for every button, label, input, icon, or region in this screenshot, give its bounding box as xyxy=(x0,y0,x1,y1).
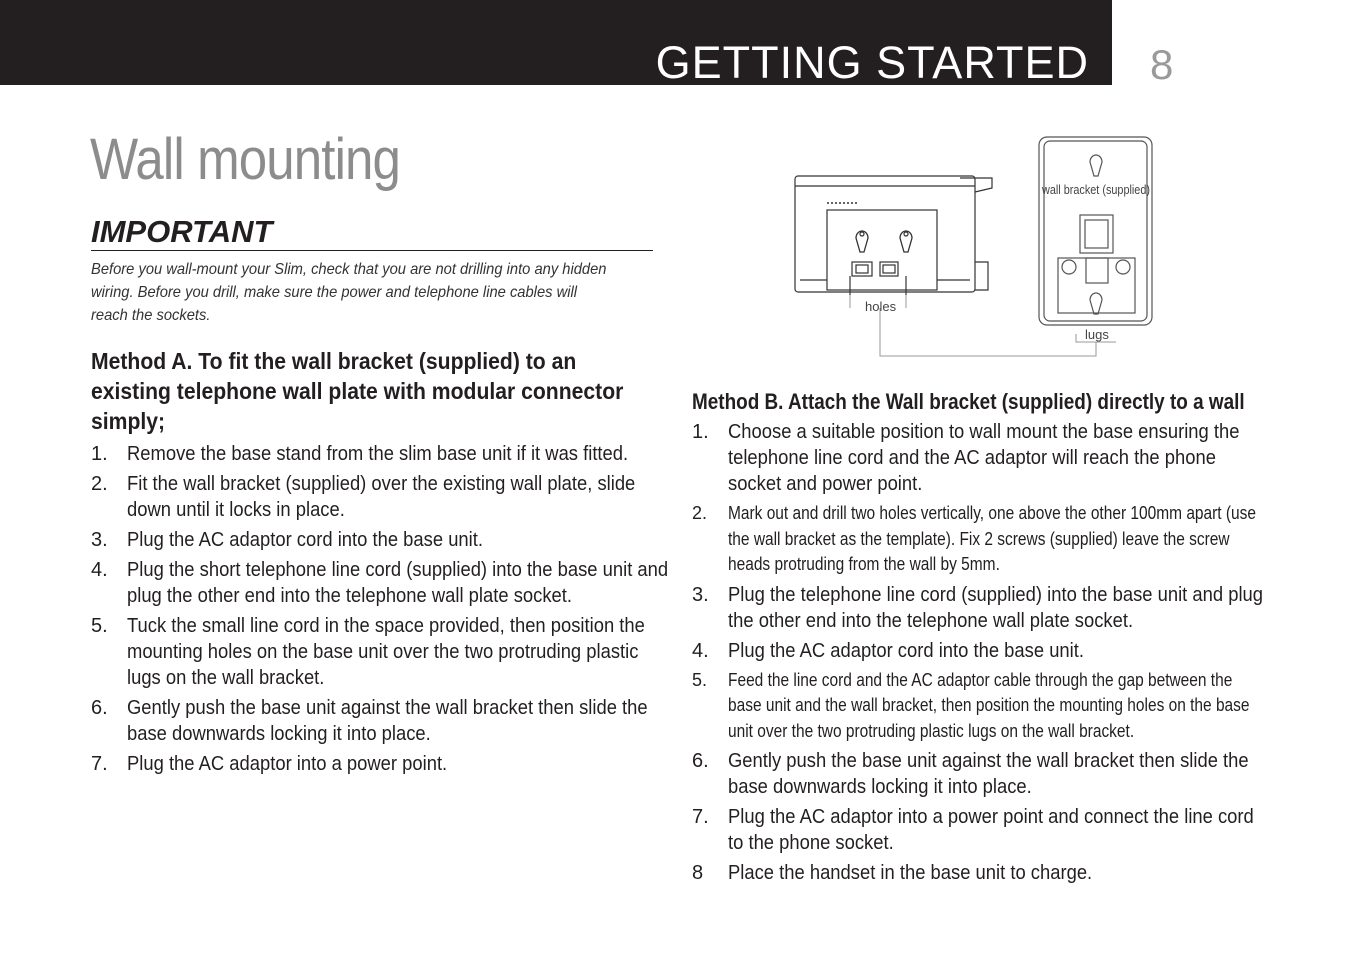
step-number: 1. xyxy=(91,443,108,465)
method-a-heading: Method A. To fit the wall bracket (supplied) to an existing telephone wall plate with modular connector simply; xyxy=(91,348,624,434)
step-text: Gently push the base unit against the wall bracket then slide the base downwards locking it into place. xyxy=(728,750,1249,798)
step-text: Choose a suitable position to wall mount the base ensuring the telephone line cord and the AC adaptor will reach the phone socket and power point. xyxy=(728,421,1240,495)
step-text: Plug the AC adaptor into a power point and connect the line cord to the phone socket. xyxy=(728,806,1254,854)
step-number: 4. xyxy=(692,639,709,662)
wall-bracket-label: wall bracket (supplied) xyxy=(1041,183,1150,197)
list-item xyxy=(91,471,651,523)
important-text: Before you wall-mount your Slim, check that you are not drilling into any hidden wiring. Before you drill, make sure the power and telephone line cables will reach the sockets. xyxy=(91,261,607,324)
step-number: 6. xyxy=(91,697,108,719)
step-number: 2. xyxy=(91,473,108,495)
step-number: 7. xyxy=(692,806,709,828)
list-item xyxy=(692,804,1272,856)
step-number: 3. xyxy=(692,583,709,606)
list-item xyxy=(692,501,1272,578)
list-item xyxy=(91,751,651,777)
step-number: 5. xyxy=(91,615,108,637)
step-number: 5. xyxy=(692,669,708,690)
wall-bracket-illustration xyxy=(1039,137,1152,325)
list-item xyxy=(91,695,651,747)
step-text: Feed the line cord and the AC adaptor cable through the gap between the base unit and the wall bracket, then position the mounting holes on the base unit over the two protruding plastic lugs on the wall bracket. xyxy=(728,669,1250,741)
important-divider xyxy=(91,250,653,251)
page-title: Wall mounting xyxy=(90,127,401,192)
list-item xyxy=(692,748,1272,800)
step-text: Tuck the small line cord in the space provided, then position the mounting holes on the base unit over the two protruding plastic lugs on the wall bracket. xyxy=(127,615,645,689)
method-b-steps xyxy=(692,419,1272,890)
method-b-heading: Method B. Attach the Wall bracket (supplied) directly to a wall xyxy=(692,389,1245,414)
step-number: 7. xyxy=(91,753,108,775)
list-item xyxy=(692,668,1272,745)
step-number: 2. xyxy=(692,503,708,523)
step-text: Mark out and drill two holes vertically, one above the other 100mm apart (use the wall bracket as the template). Fix 2 screws (supplied) leave the screw heads protruding from the wall by 5mm. xyxy=(728,503,1257,574)
list-item xyxy=(91,613,651,691)
list-item xyxy=(692,638,1272,664)
list-item xyxy=(692,860,1272,886)
step-number: 6. xyxy=(692,750,709,772)
step-text: Plug the AC adaptor into a power point. xyxy=(127,753,448,775)
step-text: Gently push the base unit against the wall bracket then slide the base downwards locking it into place. xyxy=(127,697,648,745)
wall-mount-diagram xyxy=(780,130,1180,365)
step-number: 3. xyxy=(91,529,108,551)
step-text: Fit the wall bracket (supplied) over the existing wall plate, slide down until it locks in place. xyxy=(127,473,636,521)
step-number: 8 xyxy=(692,862,704,884)
step-text: Place the handset in the base unit to charge. xyxy=(728,862,1093,884)
list-item xyxy=(91,527,651,553)
step-text: Plug the AC adaptor cord into the base unit. xyxy=(127,529,483,551)
base-unit-illustration xyxy=(795,176,992,295)
list-item xyxy=(91,441,651,467)
method-a-steps xyxy=(91,441,669,781)
list-item xyxy=(692,419,1272,497)
list-item xyxy=(91,557,669,609)
step-number: 4. xyxy=(91,559,108,581)
step-text: Plug the AC adaptor cord into the base unit. xyxy=(728,639,1084,662)
lugs-label: lugs xyxy=(1085,327,1109,342)
page-number: 8 xyxy=(1150,41,1174,88)
step-number: 1. xyxy=(692,421,709,443)
list-item xyxy=(692,582,1272,634)
step-text: Remove the base stand from the slim base unit if it was fitted. xyxy=(127,443,629,465)
important-heading: IMPORTANT xyxy=(91,214,273,249)
holes-label: holes xyxy=(865,299,897,314)
step-text: Plug the telephone line cord (supplied) into the base unit and plug the other end into the telephone wall plate socket. xyxy=(728,583,1264,632)
section-title: GETTING STARTED xyxy=(655,37,1089,88)
step-text: Plug the short telephone line cord (supplied) into the base unit and plug the other end into the telephone wall plate socket. xyxy=(127,559,669,607)
